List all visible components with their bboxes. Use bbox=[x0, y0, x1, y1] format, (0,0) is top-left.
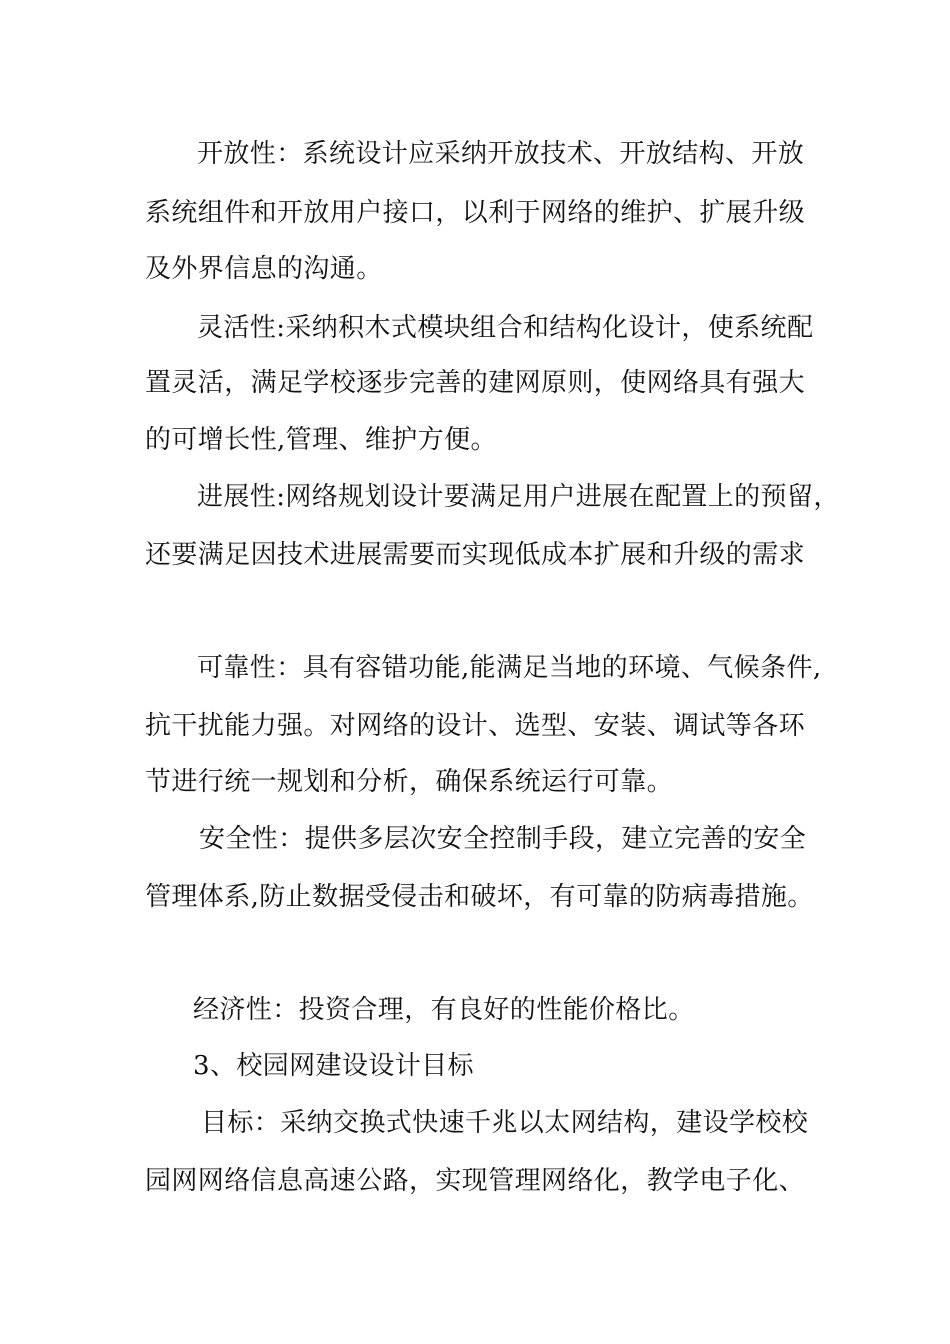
paragraph-openness-line-2: 系统组件和开放用户接口，以利于网络的维护、扩展升级 bbox=[145, 198, 806, 228]
paragraph-security-line-1: 安全性：提供多层次安全控制手段，建立完善的安全 bbox=[199, 824, 807, 854]
paragraph-flexibility-line-2: 置灵活，满足学校逐步完善的建网原则，使网络具有强大 bbox=[145, 368, 806, 398]
paragraph-openness-line-1: 开放性：系统设计应采纳开放技术、开放结构、开放 bbox=[197, 139, 805, 169]
paragraph-flexibility-line-1: 灵活性:采纳积木式模块组合和结构化设计，使系统配 bbox=[197, 313, 814, 343]
paragraph-goal-line-1: 目标：采纳交换式快速千兆以太网结构，建设学校校 bbox=[201, 1108, 809, 1138]
paragraph-flexibility-line-3: 的可增长性,管理、维护方便。 bbox=[145, 425, 497, 455]
paragraph-development-line-1: 进展性:网络规划设计要满足用户进展在配置上的预留， bbox=[197, 482, 840, 512]
paragraph-economy-line-1: 经济性：投资合理，有良好的性能价格比。 bbox=[193, 995, 695, 1025]
paragraph-reliability-line-2: 抗干扰能力强。对网络的设计、选型、安装、调试等各环 bbox=[145, 711, 806, 741]
section-heading-campus-network-goals: 3、校园网建设设计目标 bbox=[193, 1051, 474, 1081]
paragraph-goal-line-2: 园网网络信息高速公路，实现管理网络化，教学电子化、 bbox=[145, 1166, 806, 1196]
paragraph-openness-line-3: 及外界信息的沟通。 bbox=[145, 254, 383, 284]
paragraph-security-line-2: 管理体系,防止数据受侵击和破坏，有可靠的防病毒措施。 bbox=[145, 882, 814, 912]
paragraph-development-line-2: 还要满足因技术进展需要而实现低成本扩展和升级的需求 bbox=[145, 540, 806, 570]
paragraph-reliability-line-1: 可靠性：具有容错功能,能满足当地的环境、气候条件, bbox=[197, 653, 822, 683]
paragraph-reliability-line-3: 节进行统一规划和分析，确保系统运行可靠。 bbox=[145, 767, 674, 797]
